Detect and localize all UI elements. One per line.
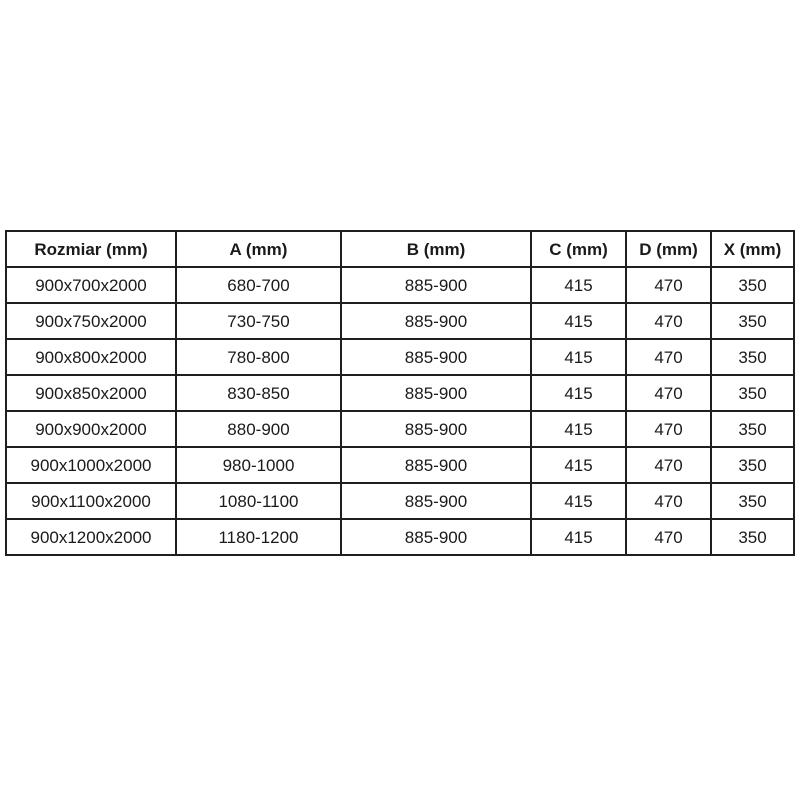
table-cell: 350 [711, 519, 794, 555]
table-row [6, 411, 794, 447]
table-cell: 680-700 [176, 267, 341, 303]
table-header [6, 231, 794, 267]
table-cell: 470 [626, 411, 711, 447]
table-cell: 350 [711, 447, 794, 483]
table-cell: 470 [626, 303, 711, 339]
table-row [6, 303, 794, 339]
size-spec-table [5, 230, 795, 556]
table-cell: 470 [626, 339, 711, 375]
table-cell: 900x900x2000 [6, 411, 176, 447]
column-header-rozmiar: Rozmiar (mm) [6, 231, 176, 267]
table-cell: 350 [711, 303, 794, 339]
size-spec-table-container [5, 230, 793, 556]
table-cell: 830-850 [176, 375, 341, 411]
table-row [6, 519, 794, 555]
table-cell: 900x750x2000 [6, 303, 176, 339]
table-row [6, 267, 794, 303]
table-cell: 885-900 [341, 303, 531, 339]
table-cell: 350 [711, 411, 794, 447]
table-cell: 415 [531, 483, 626, 519]
table-cell: 415 [531, 339, 626, 375]
table-cell: 885-900 [341, 339, 531, 375]
table-cell: 900x850x2000 [6, 375, 176, 411]
table-cell: 730-750 [176, 303, 341, 339]
table-cell: 980-1000 [176, 447, 341, 483]
table-cell: 900x1200x2000 [6, 519, 176, 555]
column-header-a: A (mm) [176, 231, 341, 267]
table-cell: 1180-1200 [176, 519, 341, 555]
table-cell: 900x1100x2000 [6, 483, 176, 519]
table-cell: 900x700x2000 [6, 267, 176, 303]
table-cell: 885-900 [341, 267, 531, 303]
table-cell: 470 [626, 375, 711, 411]
table-cell: 415 [531, 519, 626, 555]
table-cell: 885-900 [341, 375, 531, 411]
table-cell: 470 [626, 447, 711, 483]
table-row [6, 375, 794, 411]
table-cell: 350 [711, 483, 794, 519]
table-cell: 415 [531, 303, 626, 339]
table-cell: 415 [531, 447, 626, 483]
column-header-c: C (mm) [531, 231, 626, 267]
header-row [6, 231, 794, 267]
table-cell: 470 [626, 483, 711, 519]
table-cell: 900x1000x2000 [6, 447, 176, 483]
table-cell: 350 [711, 339, 794, 375]
column-header-d: D (mm) [626, 231, 711, 267]
table-cell: 1080-1100 [176, 483, 341, 519]
table-cell: 880-900 [176, 411, 341, 447]
table-cell: 900x800x2000 [6, 339, 176, 375]
table-cell: 885-900 [341, 519, 531, 555]
table-cell: 885-900 [341, 483, 531, 519]
table-cell: 780-800 [176, 339, 341, 375]
table-cell: 470 [626, 519, 711, 555]
table-cell: 415 [531, 411, 626, 447]
column-header-b: B (mm) [341, 231, 531, 267]
table-cell: 415 [531, 375, 626, 411]
table-cell: 415 [531, 267, 626, 303]
table-cell: 885-900 [341, 447, 531, 483]
table-row [6, 339, 794, 375]
table-body [6, 267, 794, 555]
table-cell: 885-900 [341, 411, 531, 447]
table-row [6, 483, 794, 519]
table-row [6, 447, 794, 483]
table-cell: 470 [626, 267, 711, 303]
column-header-x: X (mm) [711, 231, 794, 267]
table-cell: 350 [711, 375, 794, 411]
table-cell: 350 [711, 267, 794, 303]
